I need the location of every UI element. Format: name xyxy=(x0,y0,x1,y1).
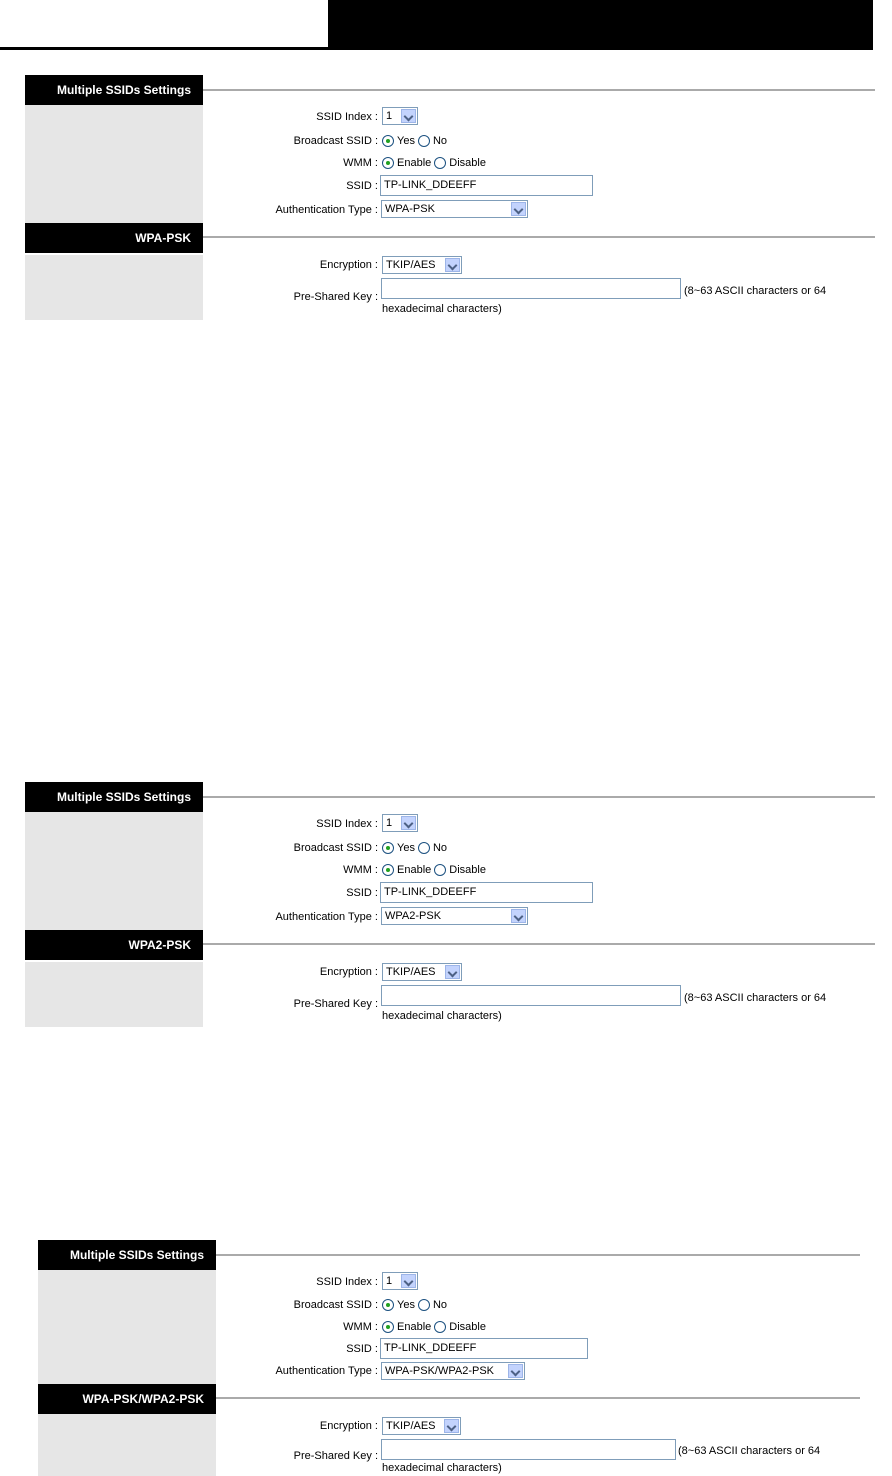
encryption-select[interactable] xyxy=(382,1417,461,1435)
broadcast-ssid-label: Broadcast SSID : xyxy=(293,842,378,854)
psk-label: Pre-Shared Key : xyxy=(293,998,378,1010)
broadcast-ssid-label: Broadcast SSID : xyxy=(293,135,378,147)
divider xyxy=(203,943,875,945)
broadcast-ssid-label: Broadcast SSID : xyxy=(293,1299,378,1311)
page-header-rule xyxy=(0,47,330,50)
chevron-down-icon xyxy=(511,909,526,923)
settings-panel-3 xyxy=(38,1240,860,1476)
psk-input[interactable] xyxy=(381,1439,676,1460)
page-header-bar xyxy=(328,0,873,50)
wmm-enable-label: Enable xyxy=(397,157,432,169)
divider xyxy=(203,236,875,238)
encryption-value: TKIP/AES xyxy=(386,1420,436,1432)
psk-hint-continued: hexadecimal characters) xyxy=(382,1462,502,1474)
auth-type-value: WPA2-PSK xyxy=(385,910,442,922)
ssid-input[interactable]: TP-LINK_DDEEFF xyxy=(380,1338,588,1359)
encryption-label: Encryption : xyxy=(319,259,378,271)
wmm-disable-radio[interactable] xyxy=(434,157,446,169)
broadcast-no-radio[interactable] xyxy=(418,1299,430,1311)
auth-type-select[interactable] xyxy=(381,1362,525,1380)
wmm-enable-radio[interactable] xyxy=(382,157,394,169)
encryption-label: Encryption : xyxy=(319,966,378,978)
psk-input[interactable] xyxy=(381,278,681,299)
encryption-value: TKIP/AES xyxy=(386,259,436,271)
wmm-enable-radio[interactable] xyxy=(382,1321,394,1333)
psk-label: Pre-Shared Key : xyxy=(293,291,378,303)
panel-sidebar xyxy=(38,1414,216,1476)
broadcast-yes-label: Yes xyxy=(397,1299,415,1311)
wmm-label: WMM : xyxy=(343,864,378,876)
ssid-label: SSID : xyxy=(346,1343,378,1355)
auth-type-value: WPA-PSK/WPA2-PSK xyxy=(385,1365,495,1377)
section-header: Multiple SSIDs Settings xyxy=(38,1240,216,1270)
chevron-down-icon xyxy=(445,965,460,979)
chevron-down-icon xyxy=(511,202,526,216)
auth-type-label: Authentication Type : xyxy=(275,911,378,923)
encryption-value: TKIP/AES xyxy=(386,966,436,978)
ssid-label: SSID : xyxy=(346,887,378,899)
psk-hint: (8~63 ASCII characters or 64 xyxy=(684,285,827,297)
encryption-select[interactable] xyxy=(382,963,462,981)
divider xyxy=(216,1254,860,1256)
ssid-index-value: 1 xyxy=(386,110,393,122)
panel-sidebar xyxy=(38,1270,216,1398)
wmm-disable-label: Disable xyxy=(449,157,486,169)
broadcast-yes-radio[interactable] xyxy=(382,1299,394,1311)
psk-input[interactable] xyxy=(381,985,681,1006)
panel-sidebar xyxy=(25,255,203,320)
wmm-disable-label: Disable xyxy=(449,1321,486,1333)
sub-section-header: WPA2-PSK xyxy=(25,930,203,960)
wmm-disable-label: Disable xyxy=(449,864,486,876)
wmm-enable-label: Enable xyxy=(397,864,432,876)
section-header: Multiple SSIDs Settings xyxy=(25,75,203,105)
auth-type-label: Authentication Type : xyxy=(275,204,378,216)
psk-hint-continued: hexadecimal characters) xyxy=(382,1010,502,1022)
psk-hint: (8~63 ASCII characters or 64 xyxy=(678,1445,821,1457)
broadcast-no-label: No xyxy=(432,842,448,854)
broadcast-no-radio[interactable] xyxy=(418,842,430,854)
divider xyxy=(216,1397,860,1399)
ssid-index-label: SSID Index : xyxy=(316,1276,378,1288)
ssid-index-select[interactable] xyxy=(382,1272,418,1290)
broadcast-yes-radio[interactable] xyxy=(382,842,394,854)
ssid-index-select[interactable] xyxy=(382,107,418,125)
broadcast-yes-label: Yes xyxy=(397,842,415,854)
encryption-label: Encryption : xyxy=(319,1420,378,1432)
auth-type-value: WPA-PSK xyxy=(385,203,435,215)
ssid-label: SSID : xyxy=(346,180,378,192)
chevron-down-icon xyxy=(445,258,460,272)
settings-panel-2 xyxy=(25,782,875,1027)
psk-label: Pre-Shared Key : xyxy=(293,1450,378,1462)
chevron-down-icon xyxy=(508,1364,523,1378)
wmm-disable-radio[interactable] xyxy=(434,864,446,876)
broadcast-no-label: No xyxy=(432,135,448,147)
divider xyxy=(203,89,875,91)
ssid-index-select[interactable] xyxy=(382,814,418,832)
sub-section-header: WPA-PSK/WPA2-PSK xyxy=(38,1384,216,1414)
broadcast-no-label: No xyxy=(432,1299,448,1311)
ssid-index-value: 1 xyxy=(386,817,393,829)
chevron-down-icon xyxy=(401,816,416,830)
auth-type-select[interactable] xyxy=(381,907,528,925)
chevron-down-icon xyxy=(401,1274,416,1288)
wmm-enable-radio[interactable] xyxy=(382,864,394,876)
chevron-down-icon xyxy=(401,109,416,123)
panel-sidebar xyxy=(25,105,203,233)
sub-section-header: WPA-PSK xyxy=(25,223,203,253)
auth-type-select[interactable] xyxy=(381,200,528,218)
wmm-label: WMM : xyxy=(343,157,378,169)
wmm-enable-label: Enable xyxy=(397,1321,432,1333)
broadcast-yes-radio[interactable] xyxy=(382,135,394,147)
ssid-index-label: SSID Index : xyxy=(316,111,378,123)
encryption-select[interactable] xyxy=(382,256,462,274)
settings-panel-1 xyxy=(25,75,875,320)
section-header: Multiple SSIDs Settings xyxy=(25,782,203,812)
wmm-disable-radio[interactable] xyxy=(434,1321,446,1333)
ssid-index-value: 1 xyxy=(386,1275,393,1287)
broadcast-yes-label: Yes xyxy=(397,135,415,147)
chevron-down-icon xyxy=(444,1419,459,1433)
ssid-index-label: SSID Index : xyxy=(316,818,378,830)
broadcast-no-radio[interactable] xyxy=(418,135,430,147)
psk-hint: (8~63 ASCII characters or 64 xyxy=(684,992,827,1004)
psk-hint-continued: hexadecimal characters) xyxy=(382,303,502,315)
wmm-label: WMM : xyxy=(343,1321,378,1333)
panel-sidebar xyxy=(25,962,203,1027)
ssid-input[interactable]: TP-LINK_DDEEFF xyxy=(380,175,593,196)
auth-type-label: Authentication Type : xyxy=(275,1365,378,1377)
divider xyxy=(203,796,875,798)
ssid-input[interactable]: TP-LINK_DDEEFF xyxy=(380,882,593,903)
panel-sidebar xyxy=(25,812,203,940)
